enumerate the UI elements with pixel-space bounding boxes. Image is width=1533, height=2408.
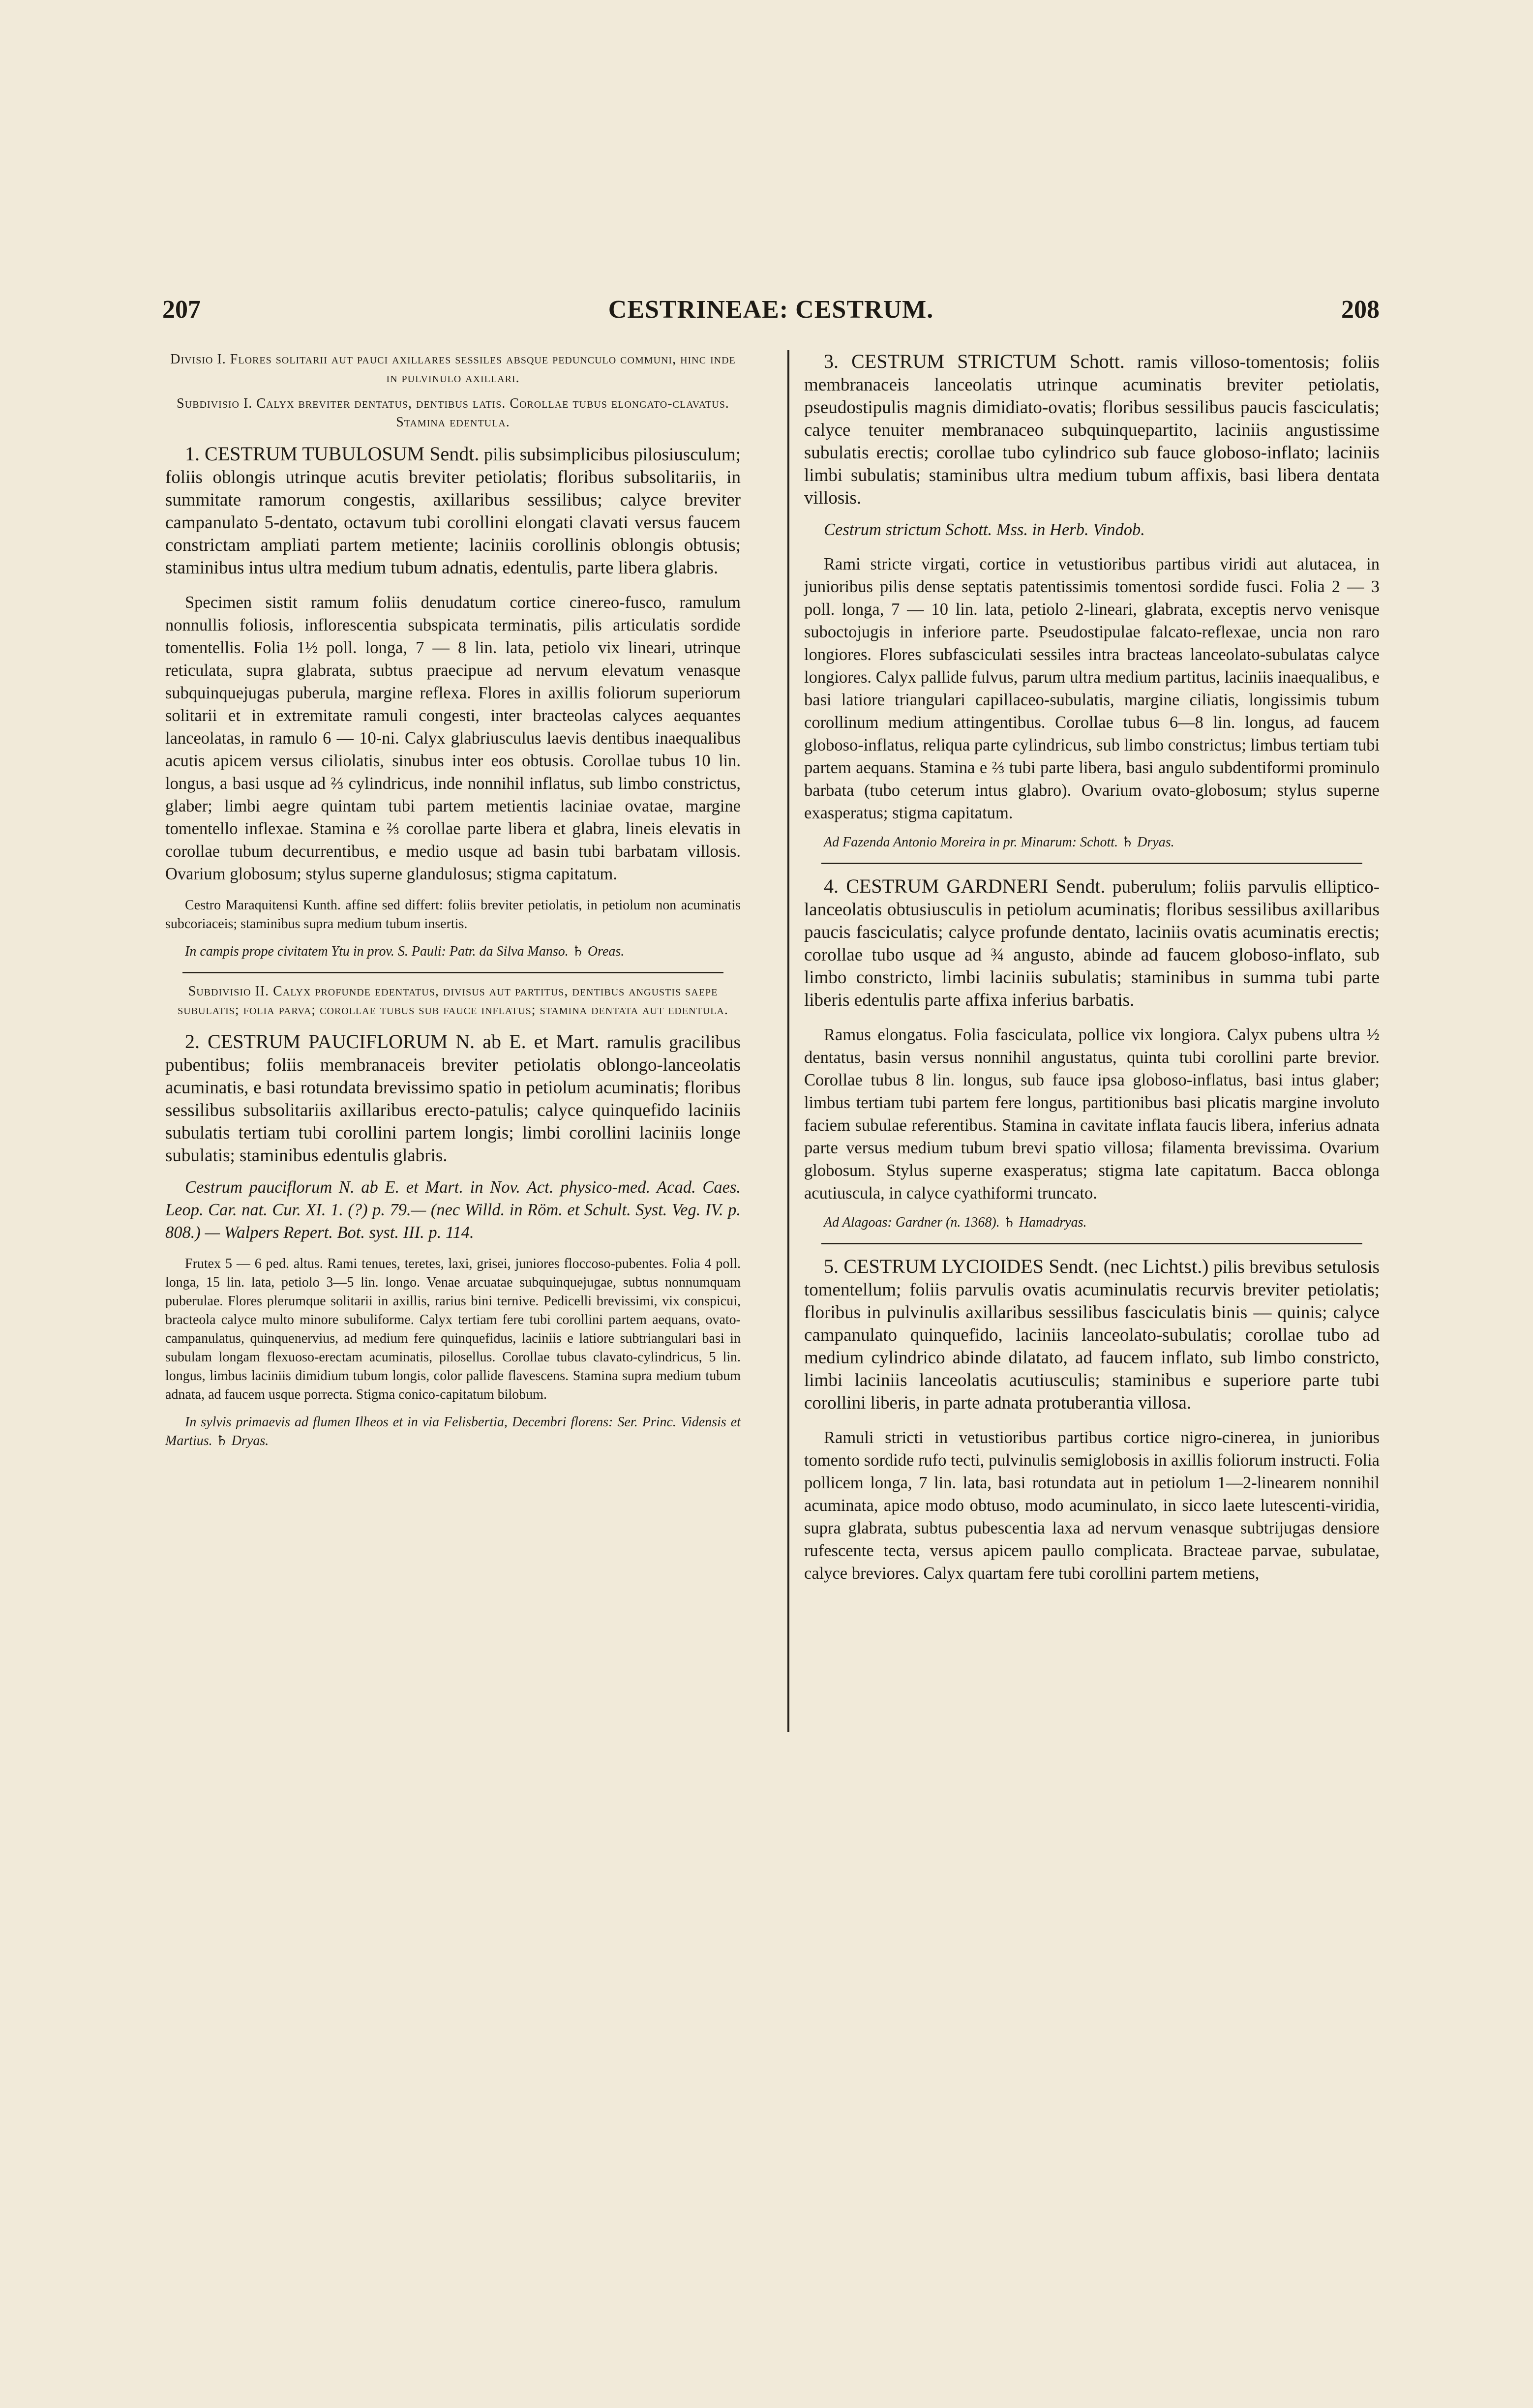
column-divider: [787, 350, 789, 1732]
running-header: [162, 295, 1380, 334]
species-entry-5: [804, 1255, 1380, 1415]
page-number-right: 208: [1341, 296, 1380, 324]
species-description-4: Ramus elongatus. Folia fasciculata, pollice vix longiora. Calyx pubens ultra ½ dentatus, basin versus nonnihil angustatus, quinta tubi corollini parte brevior. Corollae tubus 8 lin. longus, sub fauce ipsa globoso-inflatus, basi intus glaber; limbus tertiam tubi partem fere longus, partitionibus basi plicatis margine involuto faciem subulae referentibus. Stamina in cavitate inflata faucis libera, inferius adnata parte versus medium tubum brevi spatio villosa; filamenta brevissima. Ovarium globosum. Stylus superne exasperatus; stigma late capitatum. Bacca oblonga acutiuscula, in calyce cyathiformi truncato.: [804, 1025, 1380, 1203]
species-locality-2: In sylvis primaevis ad flumen Ilheos et in via Felisbertia, Decembri florens: Ser. Princ. Vidensis et Martius. ♄ Dryas.: [165, 1415, 741, 1448]
species-locality-1: In campis prope civitatem Ytu in prov. S. Pauli: Patr. da Silva Manso. ♄ Oreas.: [185, 944, 625, 959]
species-description-2: Frutex 5 — 6 ped. altus. Rami tenues, teretes, laxi, grisei, juniores floccoso-pubentes. Folia 4 poll. longa, 15 lin. lata, petiolo 3—5 lin. longo. Venae arcuatae subquinquejugae, subtus nonnumquam puberulae. Flores plerumque solitarii in axillis, rarius bini ternive. Pedicelli brevissimi, vix conspicui, bracteola calyce multo minore subuliforme. Calyx tertiam fere tubi corollini partem aequans, ovato-campanulatus, quinquenervius, ad medium fere quinquefidus, laciniis e latiore subtriangulari basi in subulam longam flexuoso-erectam acuminatis, pilosellus. Corollae tubus clavato-cylindricus, 5 lin. longus, limbus laciniis dimidium tubum longis, color pallide flavescens. Stamina supra medium tubum adnata, ad faucem usque porrecta. Stigma conico-capitatum bilobum.: [165, 1256, 741, 1402]
species-description-5: Ramuli stricti in vetustioribus partibus cortice nigro-cinerea, in junioribus tomento sordide rufo tecti, pulvinulis semiglobosis in axillis foliorum instructi. Folia pollicem longa, 7 lin. lata, basi rotundata aut in petiolum 1—2-linearem nonnihil acuminata, apice modo obtuso, modo acuminulato, in sicco laete lutescenti-viridia, supra glabrata, subtus pubescentia laxa ad nervum venasque subtrijugas densiore rufescente tecta, versus apicem paullo complicata. Bracteae parvae, subulatae, calyce breviores. Calyx quartam fere tubi corollini partem metiens,: [804, 1428, 1380, 1583]
section-rule: [182, 972, 723, 973]
right-column: [804, 350, 1380, 1585]
species-description-1: Specimen sistit ramum foliis denudatum cortice cinereo-fusco, ramulum nonnullis foliosis, inflorescentia subspicata terminatis, pilis articulatis sordide tomentellis. Folia 1½ poll. longa, 7 — 8 lin. lata, petiolo vix lineari, utrinque reticulata, supra glabrata, subtus praecipue ad nervum elevatum venasque subquinquejugas puberula, margine reflexa. Flores in axillis foliorum superiorum solitarii et in extremitate ramuli congesti, inter bracteolas calyces aequantes lanceolatas, in ramulo 6 — 10-ni. Calyx glabriusculus laevis dentibus inaequalibus acutis apicem versus ciliolatis, sinubus inter eos obtusis. Corollae tubus 10 lin. longus, a basi usque ad ⅔ cylindricus, inde nonnihil inflatus, sub limbo constrictus, glaber; limbi aegre quintam tubi partem metientis laciniae ovatae, margine tomentello inflexae. Stamina e ⅔ corollae parte libera et glabra, lineis elevatis in corollae tubum decurrentibus, e medio usque ad basin tubi barbatam villosis. Ovarium globosum; stylus superne glandulosus; stigma capitatum.: [165, 593, 741, 883]
divisio-heading: Divisio I. Flores solitarii aut pauci axillares sessiles absque pedunculo communi, hinc inde in pulvinulo axillari.: [170, 352, 736, 386]
species-diagnosis-3: ramis villoso-tomentosis; foliis membranaceis lanceolatis utrinque acuminatis breviter petiolatis, pseudostipulis magnis dimidiato-ovatis; floribus sessilibus paucis fasciculatis; calyce tenuiter membranaceo subquinquepartito, laciniis angustissime subulatis erectis; corollae tubo cylindrico sub fauce globoso-inflato; laciniis limbi subulatis; staminibus ultra medium tubum affixis, basi libera dentata villosis.: [804, 352, 1380, 508]
species-entry-1: [165, 443, 741, 579]
species-note-1: Cestro Maraquitensi Kunth. affine sed differt: foliis breviter petiolatis, in petiolum non acuminatis subcoriaceis; staminibus supra medium tubum insertis.: [165, 898, 741, 932]
species-entry-4: [804, 875, 1380, 1012]
species-entry-2: [165, 1030, 741, 1167]
species-name-2: 2. CESTRUM PAUCIFLORUM N. ab E. et Mart.: [185, 1030, 600, 1053]
species-citation-2: Cestrum pauciflorum N. ab E. et Mart. in Nov. Act. physico-med. Acad. Caes. Leop. Car. nat. Cur. XI. 1. (?) p. 79.— (nec Willd. in Röm. et Schult. Syst. Veg. IV. p. 808.) — Walpers Repert. Bot. syst. III. p. 114.: [165, 1178, 741, 1242]
species-locality-3: Ad Fazenda Antonio Moreira in pr. Minarum: Schott. ♄ Dryas.: [824, 835, 1174, 850]
left-column: [165, 350, 741, 1450]
page-title: CESTRINEAE: CESTRUM.: [608, 296, 934, 324]
species-name-1: 1. CESTRUM TUBULOSUM Sendt.: [185, 443, 480, 465]
species-name-3: 3. CESTRUM STRICTUM Schott.: [824, 350, 1125, 372]
species-diagnosis-1: pilis subsimplicibus pilosiusculum; foliis oblongis utrinque acutis breviter petiolatis; floribus subsolitariis, in summitate ramorum congestis, axillaribus sessilibus; calyce breviter campanulato 5-dentato, octavum tubi corollini elongati clavati versus faucem constrictam ampliati partem metiente; laciniis corollinis oblongis obtusis; staminibus intus ultra medium tubum adnatis, edentulis, parte libera glabris.: [165, 445, 741, 578]
species-locality-4: Ad Alagoas: Gardner (n. 1368). ♄ Hamadryas.: [824, 1215, 1087, 1230]
species-citation-3: Cestrum strictum Schott. Mss. in Herb. Vindob.: [824, 520, 1145, 539]
subdivisio-heading-1: Subdivisio I. Calyx breviter dentatus, dentibus latis. Corollae tubus elongato-clavatus. Stamina edentula.: [177, 396, 729, 430]
species-diagnosis-4: puberulum; foliis parvulis elliptico-lanceolatis obtusiusculis in petiolum acuminatis; floribus sessilibus axillaribus paucis fasciculatis; calyce profunde dentato, laciniis ovatis acuminatis erectis; corollae tubo usque ad ¾ angusto, abinde ad faucem globoso-inflato, sub limbo constricto, limbi laciniis subulatis; staminibus in summa tubi parte liberis edentulis parte affixa inferius barbatis.: [804, 877, 1380, 1010]
species-entry-3: [804, 350, 1380, 510]
species-name-4: 4. CESTRUM GARDNERI Sendt.: [824, 875, 1106, 897]
species-diagnosis-2: ramulis gracilibus pubentibus; foliis membranaceis breviter petiolatis oblongo-lanceolatis acuminatis, e basi rotundata brevissimo spatio in petiolum acuminatis; floribus sessilibus subsolitariis axillaribus erecto-patulis; calyce quinquefido laciniis subulatis tertiam tubi corollini partem longis; limbi corollini laciniis longe subulatis; staminibus edentulis glabris.: [165, 1032, 741, 1166]
section-rule: [821, 1243, 1362, 1244]
species-description-3: Rami stricte virgati, cortice in vetustioribus partibus viridi aut alutacea, in junioribus pilis dense septatis patentissimis tomentosi sordide fusci. Folia 2 — 3 poll. longa, 7 — 10 lin. lata, petiolo 2-lineari, glabrata, exceptis nervo venisque suboctojugis in inferiore parte. Pseudostipulae falcato-reflexae, uncia non raro longiores. Flores subfasciculati sessiles intra bracteas lanceolato-subulatas calyce longiores. Calyx pallide fulvus, parum ultra medium partitus, laciniis inaequalibus, e basi latiore triangulari capillaceo-subulatis, margine ciliatis, longissimis tubum corollinum medium attingentibus. Corollae tubus 6—8 lin. longus, ad faucem globoso-inflatus, reliqua parte cylindricus, sub limbo constrictus; limbus tertiam tubi partem aequans. Stamina e ⅔ tubi parte libera, basi angulo subdentiformi prominulo barbata (tubo ceterum intus glabro). Ovarium ovato-globosum; stylus superne exasperatus; stigma capitatum.: [804, 555, 1380, 822]
species-name-5: 5. CESTRUM LYCIOIDES Sendt. (nec Lichtst.): [824, 1255, 1209, 1277]
subdivisio-heading-2: Subdivisio II. Calyx profunde edentatus, divisus aut partitus, dentibus angustis saepe subulatis; folia parva; corollae tubus sub fauce inflatus; stamina dentata aut edentula.: [178, 984, 728, 1018]
species-diagnosis-5: pilis brevibus setulosis tomentellum; foliis parvulis ovatis acuminulatis recurvis breviter petiolatis; floribus in pulvinulis axillaribus sessilibus fasciculatis binis — quinis; calyce campanulato quinquefido, laciniis lanceolato-subulatis; corollae tubo ad medium cylindrico abinde dilatato, ad faucem inflato, sub limbo constricto, limbi laciniis lanceolatis acutiusculis; staminibus e superiore parte tubi corollini liberis, in parte adnata protuberantia villosa.: [804, 1257, 1380, 1413]
page-number-left: 207: [162, 296, 201, 324]
section-rule: [821, 863, 1362, 864]
